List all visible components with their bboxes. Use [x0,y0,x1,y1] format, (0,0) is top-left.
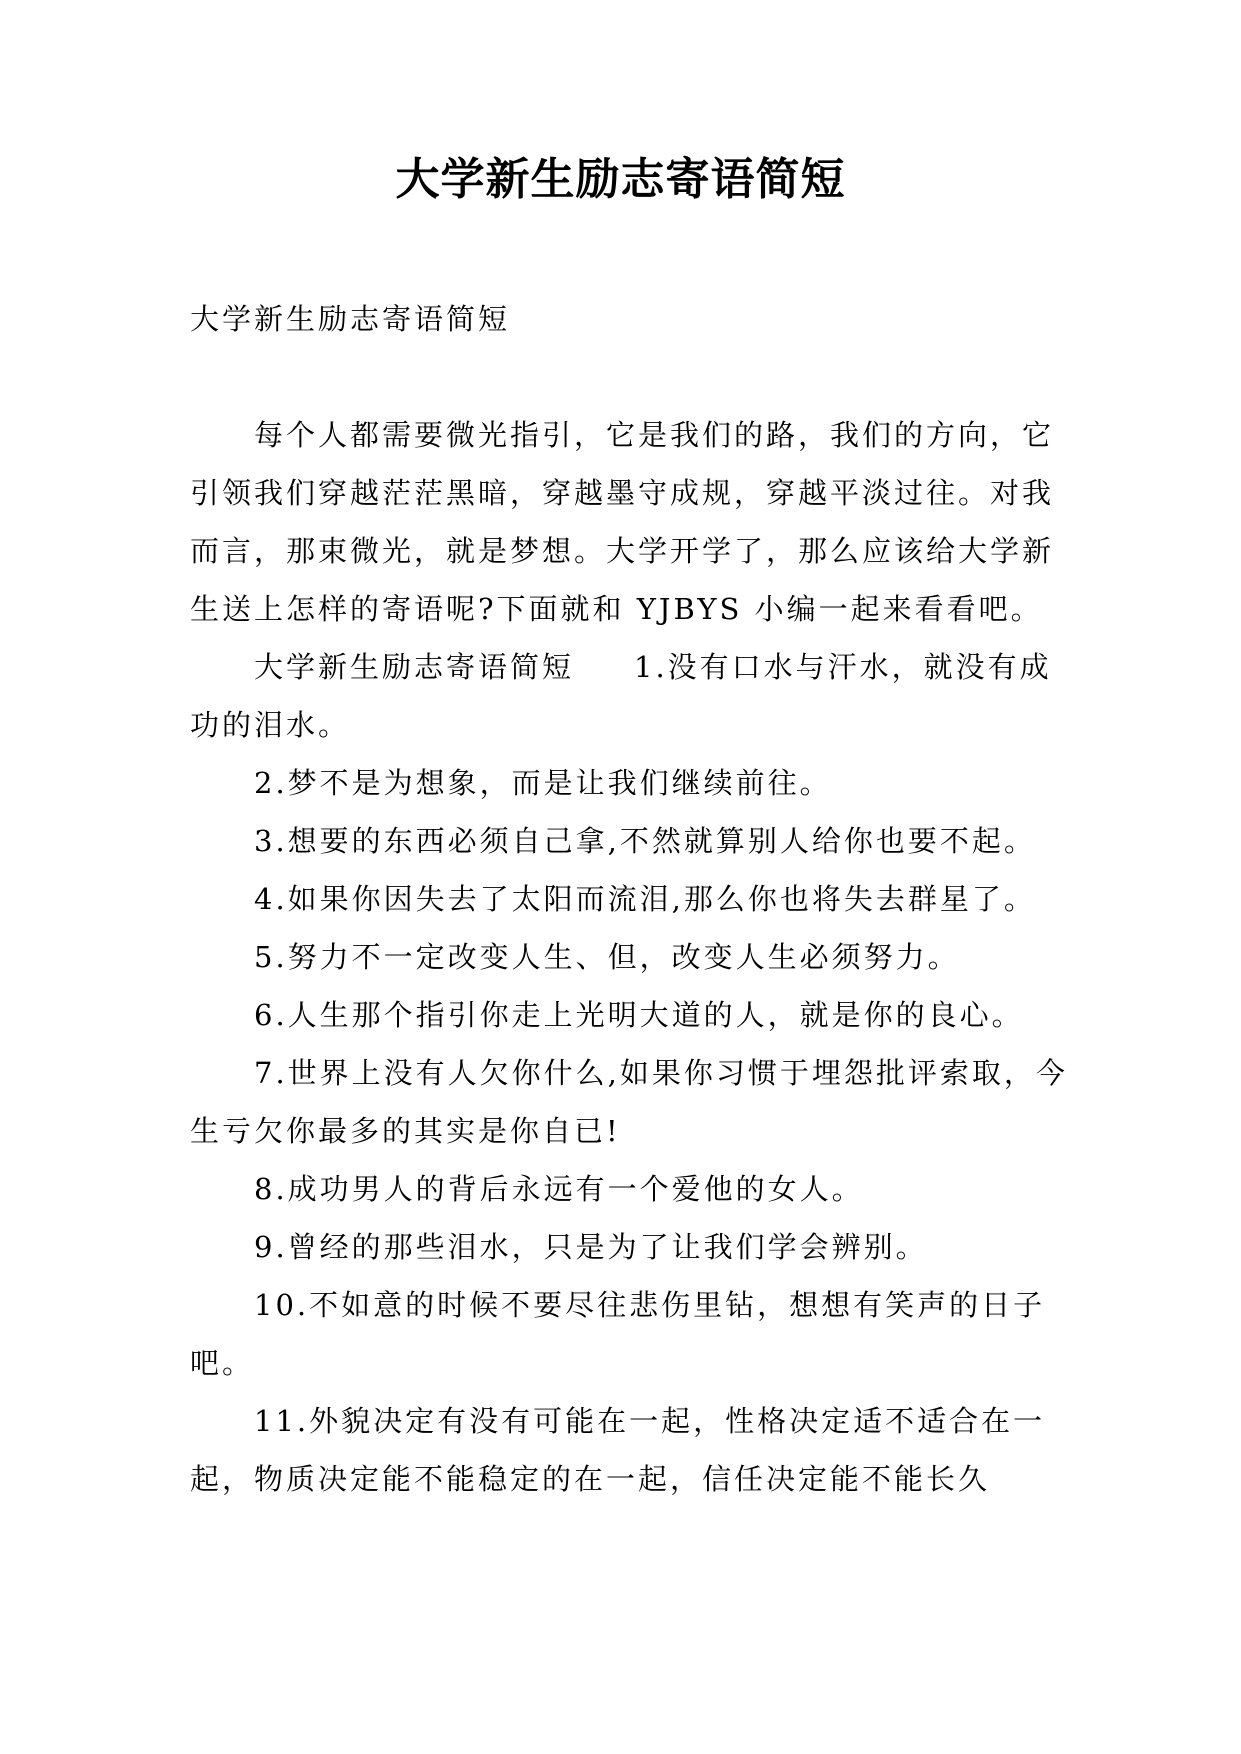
list-item: 11.外貌决定有没有可能在一起，性格决定适不适合在一起，物质决定能不能稳定的在一起，信任决定能不能长久 [190,1404,1046,1496]
document-body [190,290,1070,1508]
list-item: 5.努力不一定改变人生、但，改变人生必须努力。 [254,940,960,974]
list-heading-paragraph [190,638,1070,754]
list-item: 9.曾经的那些泪水，只是为了让我们学会辨别。 [254,1230,928,1264]
intro-paragraph: 每个人都需要微光指引，它是我们的路，我们的方向，它引领我们穿越茫茫黑暗，穿越墨守成规，穿越平淡过往。对我而言，那束微光，就是梦想。大学开学了，那么应该给大学新生送上怎样的寄语呢?下面就和 YJBYS 小编一起来看看吧。 [190,418,1055,626]
list-item: 2.梦不是为想象，而是让我们继续前往。 [254,766,832,800]
list-item: 3.想要的东西必须自己拿,不然就算别人给你也要不起。 [254,824,1036,858]
document-subtitle: 大学新生励志寄语简短 [190,302,511,336]
list-item: 1.没有口水与汗水，就没有成功的泪水。 [190,650,1052,742]
document-title: 大学新生励志寄语简短 [395,154,846,205]
list-item: 6.人生那个指引你走上光明大道的人，就是你的良心。 [254,998,1024,1032]
list-item: 7.世界上没有人欠你什么,如果你习惯于埋怨批评索取，今生亏欠你最多的其实是你自已! [190,1056,1068,1148]
list-heading: 大学新生励志寄语简短 [254,650,575,684]
list-item: 4.如果你因失去了太阳而流泪,那么你也将失去群星了。 [254,882,1036,916]
list-item: 10.不如意的时候不要尽往悲伤里钻，想想有笑声的日子吧。 [190,1288,1046,1380]
list-item: 8.成功男人的背后永远有一个爱他的女人。 [254,1172,864,1206]
